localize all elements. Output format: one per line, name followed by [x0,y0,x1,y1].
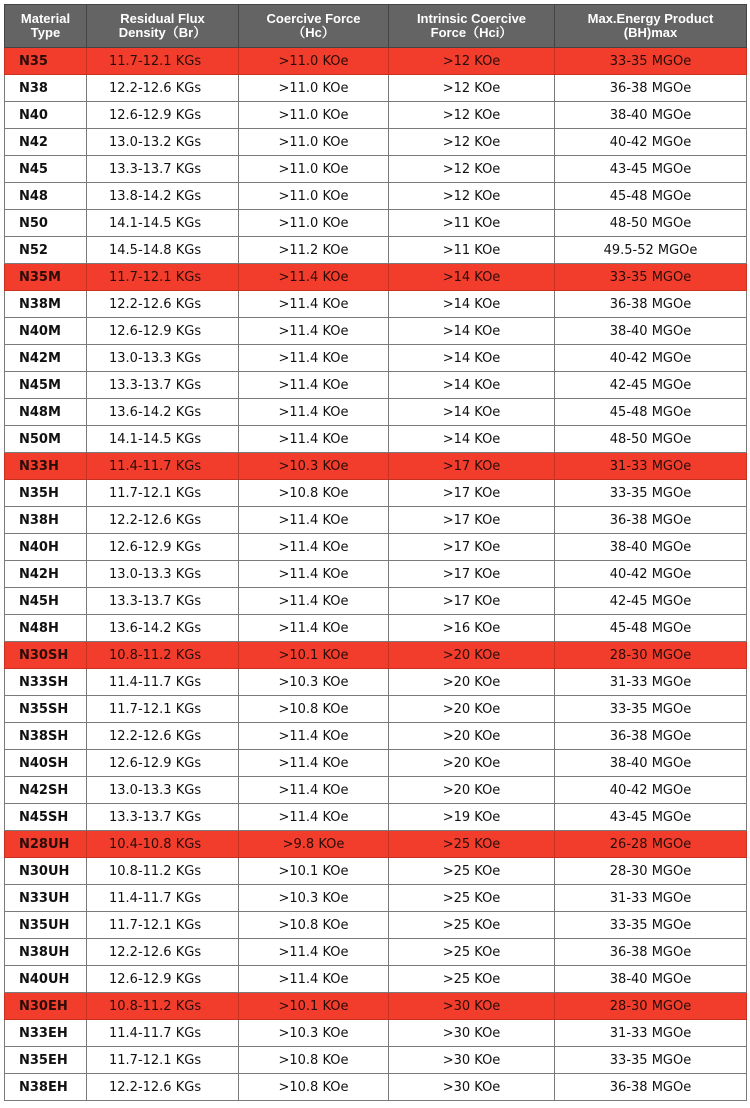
cell-hc: >11.4 KOe [239,399,389,426]
cell-grade: N40SH [5,750,87,777]
cell-hci: >12 KOe [389,75,555,102]
cell-br: 12.6-12.9 KGs [87,750,239,777]
cell-hci: >17 KOe [389,561,555,588]
cell-hci: >20 KOe [389,696,555,723]
cell-hci: >17 KOe [389,453,555,480]
cell-bhmax: 31-33 MGOe [555,885,747,912]
cell-hci: >25 KOe [389,966,555,993]
cell-grade: N45 [5,156,87,183]
cell-hci: >25 KOe [389,939,555,966]
table-row [5,1020,747,1047]
cell-hc: >11.4 KOe [239,291,389,318]
cell-br: 13.3-13.7 KGs [87,588,239,615]
cell-br: 14.1-14.5 KGs [87,210,239,237]
table-row [5,507,747,534]
cell-grade: N42 [5,129,87,156]
cell-bhmax: 49.5-52 MGOe [555,237,747,264]
cell-hc: >10.8 KOe [239,1074,389,1101]
cell-grade: N38EH [5,1074,87,1101]
cell-br: 12.6-12.9 KGs [87,534,239,561]
cell-hc: >11.0 KOe [239,183,389,210]
table-row [5,129,747,156]
header-line: Type [30,25,61,40]
table-body [5,48,747,1101]
cell-br: 13.0-13.3 KGs [87,777,239,804]
cell-bhmax: 43-45 MGOe [555,156,747,183]
cell-bhmax: 33-35 MGOe [555,696,747,723]
cell-grade: N35SH [5,696,87,723]
cell-hci: >12 KOe [389,183,555,210]
header-line: (BH)max [623,25,678,40]
cell-hc: >10.3 KOe [239,669,389,696]
cell-br: 13.8-14.2 KGs [87,183,239,210]
cell-bhmax: 40-42 MGOe [555,345,747,372]
header-residual-flux [87,5,239,48]
table-row [5,426,747,453]
table-row [5,777,747,804]
cell-grade: N40H [5,534,87,561]
table-row [5,1047,747,1074]
cell-hci: >11 KOe [389,237,555,264]
cell-bhmax: 28-30 MGOe [555,642,747,669]
table-row [5,102,747,129]
header-line: Force（Hci） [430,25,513,40]
cell-br: 13.3-13.7 KGs [87,156,239,183]
cell-hci: >19 KOe [389,804,555,831]
cell-grade: N38H [5,507,87,534]
cell-grade: N35EH [5,1047,87,1074]
cell-br: 12.6-12.9 KGs [87,102,239,129]
cell-grade: N40UH [5,966,87,993]
cell-br: 13.0-13.3 KGs [87,345,239,372]
cell-br: 14.1-14.5 KGs [87,426,239,453]
header-line: Intrinsic Coercive [416,11,527,26]
cell-br: 14.5-14.8 KGs [87,237,239,264]
cell-bhmax: 40-42 MGOe [555,561,747,588]
cell-hc: >11.0 KOe [239,210,389,237]
cell-hci: >20 KOe [389,642,555,669]
table-row [5,237,747,264]
cell-hci: >17 KOe [389,507,555,534]
table-row-highlighted [5,993,747,1020]
cell-hci: >17 KOe [389,588,555,615]
cell-hc: >10.8 KOe [239,480,389,507]
cell-bhmax: 45-48 MGOe [555,399,747,426]
cell-grade: N40 [5,102,87,129]
cell-bhmax: 43-45 MGOe [555,804,747,831]
cell-grade: N40M [5,318,87,345]
cell-bhmax: 48-50 MGOe [555,426,747,453]
cell-bhmax: 33-35 MGOe [555,264,747,291]
table-row [5,399,747,426]
cell-bhmax: 31-33 MGOe [555,669,747,696]
cell-grade: N48 [5,183,87,210]
cell-bhmax: 36-38 MGOe [555,291,747,318]
table-row [5,885,747,912]
cell-br: 13.6-14.2 KGs [87,615,239,642]
cell-br: 12.6-12.9 KGs [87,966,239,993]
table-row [5,156,747,183]
cell-hci: >25 KOe [389,831,555,858]
cell-br: 13.0-13.3 KGs [87,561,239,588]
table-row-highlighted [5,48,747,75]
cell-hci: >20 KOe [389,723,555,750]
cell-hc: >11.4 KOe [239,750,389,777]
cell-hc: >11.4 KOe [239,318,389,345]
cell-hc: >11.4 KOe [239,804,389,831]
cell-bhmax: 36-38 MGOe [555,939,747,966]
cell-hc: >10.3 KOe [239,885,389,912]
cell-hci: >12 KOe [389,102,555,129]
cell-grade: N30UH [5,858,87,885]
cell-hci: >25 KOe [389,912,555,939]
cell-hci: >12 KOe [389,48,555,75]
header-line: Coercive Force [266,11,361,26]
cell-bhmax: 42-45 MGOe [555,372,747,399]
cell-hc: >10.1 KOe [239,993,389,1020]
cell-br: 11.7-12.1 KGs [87,1047,239,1074]
cell-hc: >11.0 KOe [239,102,389,129]
table-row-highlighted [5,831,747,858]
header-line: Material [20,11,71,26]
cell-bhmax: 36-38 MGOe [555,507,747,534]
cell-bhmax: 33-35 MGOe [555,48,747,75]
magnet-grade-table [4,4,747,1101]
spec-table-container [4,4,746,1104]
cell-bhmax: 38-40 MGOe [555,102,747,129]
cell-hci: >16 KOe [389,615,555,642]
cell-hc: >11.4 KOe [239,426,389,453]
cell-br: 11.7-12.1 KGs [87,264,239,291]
cell-hc: >10.8 KOe [239,912,389,939]
cell-grade: N50 [5,210,87,237]
cell-grade: N33H [5,453,87,480]
cell-hci: >14 KOe [389,399,555,426]
table-row [5,210,747,237]
cell-hci: >17 KOe [389,534,555,561]
cell-grade: N35H [5,480,87,507]
cell-hc: >11.0 KOe [239,75,389,102]
cell-grade: N35 [5,48,87,75]
cell-grade: N30EH [5,993,87,1020]
cell-hc: >11.4 KOe [239,966,389,993]
cell-bhmax: 28-30 MGOe [555,858,747,885]
cell-hci: >12 KOe [389,156,555,183]
cell-hci: >20 KOe [389,669,555,696]
cell-grade: N48M [5,399,87,426]
cell-hci: >14 KOe [389,372,555,399]
cell-hci: >30 KOe [389,993,555,1020]
cell-bhmax: 33-35 MGOe [555,480,747,507]
cell-bhmax: 38-40 MGOe [555,750,747,777]
cell-bhmax: 26-28 MGOe [555,831,747,858]
header-intrinsic-coercive-force [389,5,555,48]
cell-hc: >11.0 KOe [239,129,389,156]
cell-hc: >11.4 KOe [239,345,389,372]
cell-br: 12.2-12.6 KGs [87,1074,239,1101]
cell-br: 12.6-12.9 KGs [87,318,239,345]
table-row [5,1074,747,1101]
cell-hci: >25 KOe [389,885,555,912]
cell-br: 11.7-12.1 KGs [87,696,239,723]
table-row [5,372,747,399]
table-row [5,750,747,777]
cell-br: 10.8-11.2 KGs [87,858,239,885]
header-line: Residual Flux [120,11,205,26]
table-row [5,804,747,831]
cell-grade: N45M [5,372,87,399]
table-row [5,318,747,345]
header-row [5,5,747,48]
cell-grade: N33EH [5,1020,87,1047]
cell-br: 11.4-11.7 KGs [87,885,239,912]
cell-hc: >10.1 KOe [239,858,389,885]
table-row [5,858,747,885]
table-row [5,966,747,993]
cell-hci: >14 KOe [389,264,555,291]
cell-hc: >11.4 KOe [239,939,389,966]
cell-br: 11.7-12.1 KGs [87,912,239,939]
cell-bhmax: 33-35 MGOe [555,912,747,939]
header-line: Max.Energy Product [587,11,714,26]
cell-bhmax: 31-33 MGOe [555,453,747,480]
cell-bhmax: 28-30 MGOe [555,993,747,1020]
cell-br: 11.7-12.1 KGs [87,48,239,75]
table-row [5,912,747,939]
cell-grade: N52 [5,237,87,264]
cell-hci: >30 KOe [389,1020,555,1047]
cell-br: 11.7-12.1 KGs [87,480,239,507]
cell-hc: >10.8 KOe [239,1047,389,1074]
cell-hci: >14 KOe [389,291,555,318]
cell-hc: >10.1 KOe [239,642,389,669]
cell-bhmax: 36-38 MGOe [555,723,747,750]
table-row [5,561,747,588]
cell-bhmax: 42-45 MGOe [555,588,747,615]
cell-br: 12.2-12.6 KGs [87,723,239,750]
cell-hc: >11.2 KOe [239,237,389,264]
cell-grade: N33SH [5,669,87,696]
table-header [5,5,747,48]
table-row-highlighted [5,264,747,291]
cell-grade: N45H [5,588,87,615]
table-row-highlighted [5,453,747,480]
cell-br: 11.4-11.7 KGs [87,669,239,696]
cell-grade: N50M [5,426,87,453]
table-row [5,480,747,507]
cell-hci: >12 KOe [389,129,555,156]
cell-hc: >11.4 KOe [239,777,389,804]
cell-grade: N38 [5,75,87,102]
cell-hc: >11.0 KOe [239,156,389,183]
table-row [5,588,747,615]
cell-bhmax: 38-40 MGOe [555,966,747,993]
cell-hc: >11.4 KOe [239,264,389,291]
cell-bhmax: 45-48 MGOe [555,183,747,210]
cell-bhmax: 31-33 MGOe [555,1020,747,1047]
table-row [5,75,747,102]
cell-grade: N35M [5,264,87,291]
cell-grade: N38M [5,291,87,318]
cell-br: 11.4-11.7 KGs [87,1020,239,1047]
cell-bhmax: 33-35 MGOe [555,1047,747,1074]
cell-grade: N35UH [5,912,87,939]
cell-hc: >11.0 KOe [239,48,389,75]
cell-br: 12.2-12.6 KGs [87,507,239,534]
cell-bhmax: 45-48 MGOe [555,615,747,642]
cell-bhmax: 40-42 MGOe [555,777,747,804]
cell-grade: N42M [5,345,87,372]
cell-grade: N33UH [5,885,87,912]
cell-hci: >14 KOe [389,318,555,345]
cell-grade: N48H [5,615,87,642]
cell-hci: >20 KOe [389,750,555,777]
cell-grade: N42SH [5,777,87,804]
table-row [5,291,747,318]
cell-grade: N38SH [5,723,87,750]
cell-br: 13.0-13.2 KGs [87,129,239,156]
cell-br: 13.6-14.2 KGs [87,399,239,426]
table-row-highlighted [5,642,747,669]
cell-hci: >30 KOe [389,1047,555,1074]
cell-grade: N30SH [5,642,87,669]
cell-hci: >11 KOe [389,210,555,237]
cell-hc: >11.4 KOe [239,372,389,399]
cell-hc: >11.4 KOe [239,723,389,750]
table-row [5,723,747,750]
header-line: （Hc） [292,25,335,40]
cell-hc: >11.4 KOe [239,561,389,588]
cell-hc: >10.3 KOe [239,453,389,480]
cell-br: 13.3-13.7 KGs [87,804,239,831]
cell-bhmax: 36-38 MGOe [555,1074,747,1101]
cell-br: 13.3-13.7 KGs [87,372,239,399]
cell-br: 12.2-12.6 KGs [87,291,239,318]
table-row [5,939,747,966]
cell-hc: >11.4 KOe [239,615,389,642]
cell-hci: >30 KOe [389,1074,555,1101]
header-line: Density（Br） [118,25,207,40]
table-row [5,696,747,723]
cell-hc: >10.8 KOe [239,696,389,723]
cell-br: 10.4-10.8 KGs [87,831,239,858]
cell-br: 11.4-11.7 KGs [87,453,239,480]
cell-br: 10.8-11.2 KGs [87,642,239,669]
cell-br: 12.2-12.6 KGs [87,75,239,102]
cell-bhmax: 38-40 MGOe [555,318,747,345]
cell-grade: N42H [5,561,87,588]
cell-hc: >11.4 KOe [239,534,389,561]
cell-grade: N38UH [5,939,87,966]
cell-hci: >14 KOe [389,426,555,453]
cell-grade: N45SH [5,804,87,831]
cell-hci: >14 KOe [389,345,555,372]
table-row [5,669,747,696]
cell-br: 12.2-12.6 KGs [87,939,239,966]
cell-hci: >17 KOe [389,480,555,507]
cell-bhmax: 36-38 MGOe [555,75,747,102]
cell-br: 10.8-11.2 KGs [87,993,239,1020]
table-row [5,534,747,561]
table-row [5,615,747,642]
cell-grade: N28UH [5,831,87,858]
cell-bhmax: 48-50 MGOe [555,210,747,237]
cell-hc: >11.4 KOe [239,507,389,534]
cell-hc: >11.4 KOe [239,588,389,615]
table-row [5,345,747,372]
header-coercive-force [239,5,389,48]
cell-bhmax: 40-42 MGOe [555,129,747,156]
table-row [5,183,747,210]
cell-hci: >20 KOe [389,777,555,804]
header-material-type [5,5,87,48]
header-max-energy-product [555,5,747,48]
cell-hc: >10.3 KOe [239,1020,389,1047]
cell-hc: >9.8 KOe [239,831,389,858]
cell-hci: >25 KOe [389,858,555,885]
cell-bhmax: 38-40 MGOe [555,534,747,561]
